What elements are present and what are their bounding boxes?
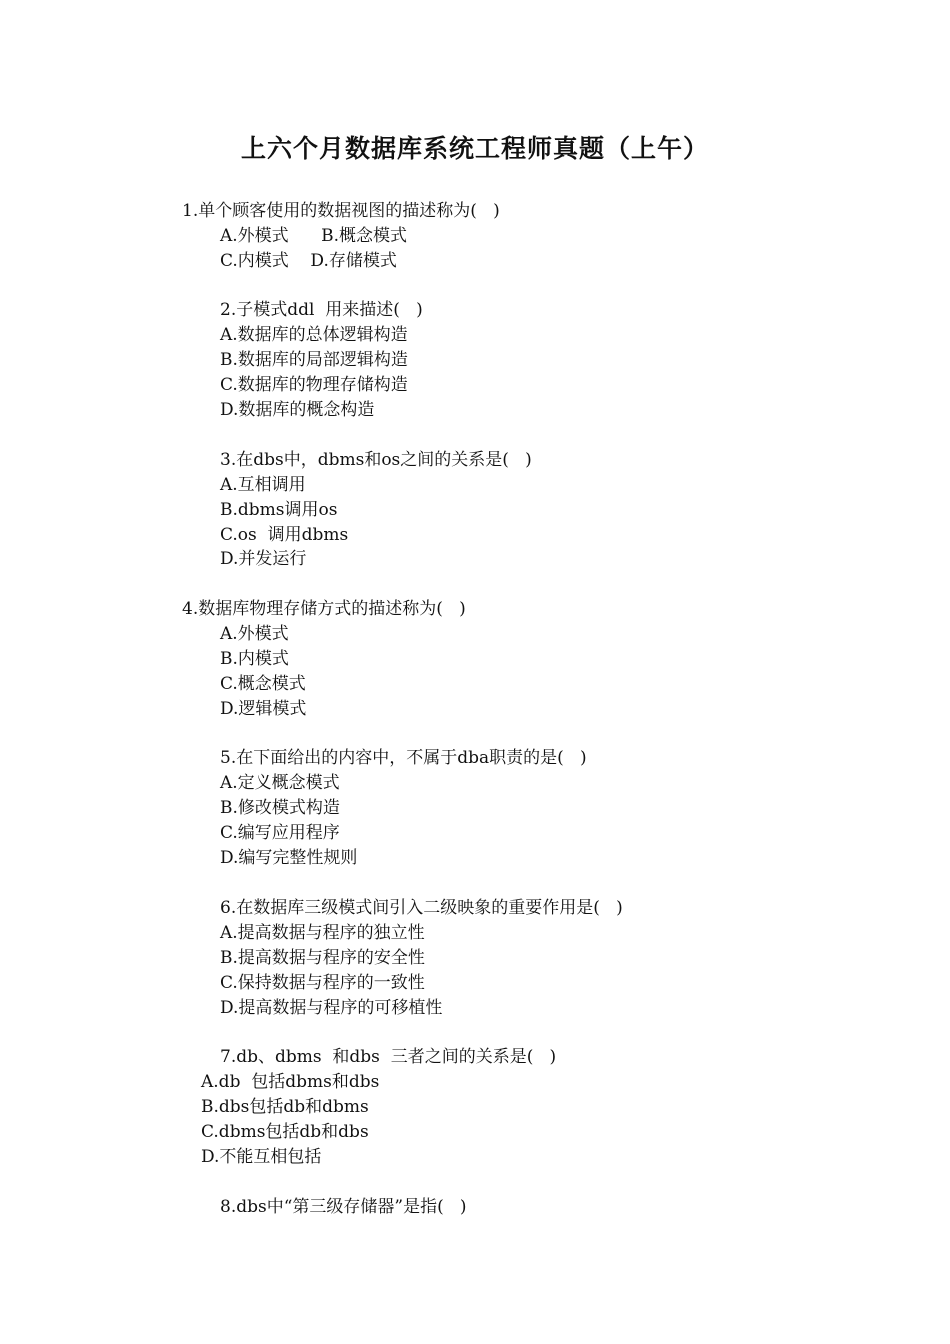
question-7-option-c: C.dbms包括db和dbs [201,1122,369,1142]
question-5-option-a: A.定义概念模式 [220,773,340,793]
question-5-option-c: C.编写应用程序 [220,823,340,843]
question-4-option-c: C.概念模式 [220,674,306,694]
question-2-stem: 2.子模式ddl 用来描述( ) [220,300,423,320]
question-2-option-c: C.数据库的物理存储构造 [220,375,408,395]
question-2-option-b: B.数据库的局部逻辑构造 [220,350,408,370]
question-8-stem: 8.dbs中“第三级存储器”是指( ) [220,1197,467,1217]
question-6-option-a: A.提高数据与程序的独立性 [220,923,425,943]
question-3-option-b: B.dbms调用os [220,500,338,520]
question-6-stem: 6.在数据库三级模式间引入二级映象的重要作用是( ) [220,898,623,918]
question-3-stem: 3.在dbs中，dbms和os之间的关系是( ) [220,450,532,470]
question-2-option-a: A.数据库的总体逻辑构造 [220,325,408,345]
question-3-option-a: A.互相调用 [220,475,306,495]
question-4-option-b: B.内模式 [220,649,289,669]
question-7-option-a: A.db 包括dbms和dbs [201,1072,380,1092]
question-7-option-b: B.dbs包括db和dbms [201,1097,369,1117]
page-title: 上六个月数据库系统工程师真题（上午） [240,134,709,163]
question-6-option-d: D.提高数据与程序的可移植性 [220,998,443,1018]
question-1-option-line-1: A.外模式 B.概念模式 [220,226,407,246]
question-3-option-c: C.os 调用dbms [220,525,349,545]
question-5-option-b: B.修改模式构造 [220,798,340,818]
question-5-stem: 5.在下面给出的内容中，不属于dba职责的是( ) [220,748,587,768]
question-3-option-d: D.并发运行 [220,549,307,569]
question-5-option-d: D.编写完整性规则 [220,848,358,868]
question-4-option-d: D.逻辑模式 [220,699,307,719]
question-7-stem: 7.db、dbms 和dbs 三者之间的关系是( ) [220,1047,557,1067]
question-6-option-b: B.提高数据与程序的安全性 [220,948,425,968]
question-2-option-d: D.数据库的概念构造 [220,400,375,420]
question-4-option-a: A.外模式 [220,624,289,644]
question-7-option-d: D.不能互相包括 [201,1147,322,1167]
question-1-stem: 1.单个顾客使用的数据视图的描述称为( ) [182,201,500,221]
question-1-option-line-2: C.内模式 D.存储模式 [220,251,397,271]
question-6-option-c: C.保持数据与程序的一致性 [220,973,425,993]
question-4-stem: 4.数据库物理存储方式的描述称为( ) [182,599,466,619]
